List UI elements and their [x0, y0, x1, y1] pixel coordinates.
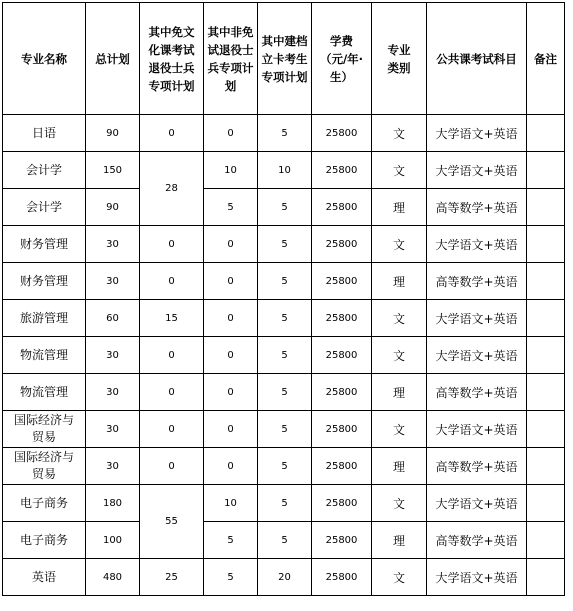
cell-total	[86, 300, 140, 337]
cell-nonfree	[204, 300, 258, 337]
cell-subjects	[427, 300, 527, 337]
cell-subjects	[427, 152, 527, 189]
cell-total-text: 30	[106, 460, 119, 472]
cell-card	[258, 374, 312, 411]
cell-card	[258, 485, 312, 522]
header-subjects: 公共课考试科目	[427, 3, 527, 115]
cell-free-text: 0	[168, 386, 175, 398]
cell-free	[140, 152, 204, 226]
cell-name	[3, 411, 86, 448]
cell-total	[86, 115, 140, 152]
cell-fee	[312, 263, 372, 300]
cell-subjects-text: 高等数学+英语	[435, 200, 518, 215]
cell-subjects	[427, 189, 527, 226]
cell-subjects-text: 大学语文+英语	[435, 311, 518, 326]
cell-nonfree-text: 0	[227, 423, 234, 435]
header-name: 专业名称	[3, 3, 86, 115]
cell-free-text: 0	[168, 349, 175, 361]
cell-card	[258, 152, 312, 189]
cell-card	[258, 337, 312, 374]
cell-free-text: 0	[168, 423, 175, 435]
cell-card	[258, 559, 312, 596]
cell-nonfree	[204, 485, 258, 522]
cell-subjects-text: 大学语文+英语	[435, 348, 518, 363]
cell-card-text: 5	[281, 386, 288, 398]
cell-fee-text: 25800	[325, 201, 358, 213]
cell-total	[86, 448, 140, 485]
cell-nonfree	[204, 374, 258, 411]
cell-category-text: 文	[392, 348, 405, 363]
cell-fee-text: 25800	[325, 534, 358, 546]
cell-free-text: 0	[168, 460, 175, 472]
cell-name-text: 电子商务	[19, 532, 68, 547]
cell-free-text: 25	[165, 571, 178, 583]
cell-category-text: 理	[392, 459, 405, 474]
cell-fee	[312, 485, 372, 522]
cell-free-text: 0	[168, 127, 175, 139]
cell-free	[140, 300, 204, 337]
cell-card	[258, 448, 312, 485]
cell-card-text: 5	[281, 534, 288, 546]
cell-fee-text: 25800	[325, 349, 358, 361]
cell-category	[372, 559, 427, 596]
cell-free-text: 15	[165, 312, 178, 324]
cell-card	[258, 189, 312, 226]
cell-total	[86, 485, 140, 522]
cell-name	[3, 263, 86, 300]
table-row	[3, 226, 565, 263]
cell-card	[258, 300, 312, 337]
cell-category	[372, 300, 427, 337]
cell-category	[372, 448, 427, 485]
cell-fee	[312, 226, 372, 263]
cell-note	[527, 559, 565, 596]
cell-free-text: 0	[168, 238, 175, 250]
cell-category-text: 文	[392, 237, 405, 252]
cell-category	[372, 263, 427, 300]
cell-category	[372, 226, 427, 263]
table-row	[3, 522, 565, 559]
cell-note	[527, 448, 565, 485]
cell-card-text: 20	[278, 571, 291, 583]
cell-nonfree	[204, 152, 258, 189]
cell-nonfree-text: 5	[227, 201, 234, 213]
cell-note	[527, 189, 565, 226]
cell-free	[140, 448, 204, 485]
cell-subjects	[427, 485, 527, 522]
cell-note	[527, 522, 565, 559]
cell-nonfree	[204, 559, 258, 596]
cell-name	[3, 559, 86, 596]
table-row	[3, 263, 565, 300]
cell-category-text: 理	[392, 533, 405, 548]
header-note: 备注	[527, 3, 565, 115]
cell-card	[258, 411, 312, 448]
cell-fee	[312, 115, 372, 152]
cell-category	[372, 152, 427, 189]
header-fee-text: 学费（元/年·生）	[319, 33, 364, 84]
cell-free	[140, 559, 204, 596]
header-fee	[312, 3, 372, 115]
cell-category	[372, 189, 427, 226]
cell-nonfree-text: 5	[227, 571, 234, 583]
cell-subjects	[427, 226, 527, 263]
cell-note	[527, 263, 565, 300]
cell-name-text: 日语	[31, 125, 56, 140]
cell-nonfree	[204, 448, 258, 485]
cell-name	[3, 337, 86, 374]
cell-name-text: 旅游管理	[19, 310, 68, 325]
header-total: 总计划	[86, 3, 140, 115]
cell-note	[527, 152, 565, 189]
header-nonfree	[204, 3, 258, 115]
cell-total	[86, 263, 140, 300]
cell-name-text: 会计学	[25, 162, 62, 177]
cell-fee	[312, 189, 372, 226]
cell-total-text: 30	[106, 349, 119, 361]
cell-name	[3, 115, 86, 152]
cell-name-text: 财务管理	[19, 236, 68, 251]
cell-category	[372, 115, 427, 152]
cell-subjects	[427, 374, 527, 411]
cell-free	[140, 115, 204, 152]
cell-nonfree-text: 5	[227, 534, 234, 546]
table-row	[3, 115, 565, 152]
cell-free-text: 0	[168, 275, 175, 287]
cell-total-text: 30	[106, 238, 119, 250]
cell-subjects-text: 大学语文+英语	[435, 570, 518, 585]
header-category	[372, 3, 427, 115]
cell-nonfree	[204, 411, 258, 448]
cell-free	[140, 374, 204, 411]
cell-total	[86, 411, 140, 448]
cell-note	[527, 226, 565, 263]
cell-total-text: 150	[102, 164, 123, 176]
cell-fee-text: 25800	[325, 275, 358, 287]
cell-subjects	[427, 337, 527, 374]
cell-nonfree-text: 0	[227, 349, 234, 361]
cell-fee	[312, 448, 372, 485]
cell-free	[140, 411, 204, 448]
cell-fee-text: 25800	[325, 497, 358, 509]
cell-name	[3, 522, 86, 559]
table-row	[3, 374, 565, 411]
cell-total-text: 480	[102, 571, 123, 583]
cell-note	[527, 115, 565, 152]
header-free-exam-text: 其中免文化课考试退役士兵专项计划	[148, 24, 195, 93]
cell-fee-text: 25800	[325, 460, 358, 472]
cell-fee-text: 25800	[325, 238, 358, 250]
cell-free	[140, 485, 204, 559]
cell-total	[86, 226, 140, 263]
table-row	[3, 411, 565, 448]
cell-card	[258, 226, 312, 263]
cell-card-text: 5	[281, 460, 288, 472]
cell-fee-text: 25800	[325, 386, 358, 398]
cell-card-text: 5	[281, 275, 288, 287]
cell-total	[86, 559, 140, 596]
cell-name-text: 英语	[31, 569, 56, 584]
cell-name	[3, 152, 86, 189]
cell-fee	[312, 411, 372, 448]
cell-card-text: 5	[281, 312, 288, 324]
cell-nonfree-text: 0	[227, 386, 234, 398]
cell-free	[140, 337, 204, 374]
cell-subjects-text: 大学语文+英语	[435, 237, 518, 252]
cell-name	[3, 448, 86, 485]
cell-total-text: 180	[102, 497, 123, 509]
cell-fee-text: 25800	[325, 127, 358, 139]
cell-subjects-text: 高等数学+英语	[435, 274, 518, 289]
table-row	[3, 485, 565, 522]
cell-nonfree-text: 10	[224, 164, 237, 176]
cell-total	[86, 152, 140, 189]
cell-nonfree-text: 0	[227, 275, 234, 287]
cell-subjects-text: 高等数学+英语	[435, 533, 518, 548]
cell-total-text: 30	[106, 275, 119, 287]
cell-total-text: 90	[106, 127, 119, 139]
cell-category-text: 理	[392, 385, 405, 400]
cell-card-text: 5	[281, 423, 288, 435]
cell-category	[372, 522, 427, 559]
cell-card	[258, 263, 312, 300]
cell-total	[86, 374, 140, 411]
cell-card-text: 5	[281, 201, 288, 213]
cell-free	[140, 226, 204, 263]
cell-fee	[312, 337, 372, 374]
cell-fee	[312, 374, 372, 411]
cell-category-text: 文	[392, 126, 405, 141]
table-body	[3, 115, 565, 596]
cell-card-text: 5	[281, 497, 288, 509]
cell-note	[527, 485, 565, 522]
cell-name-text: 电子商务	[19, 495, 68, 510]
cell-subjects	[427, 115, 527, 152]
cell-free-text: 55	[165, 516, 178, 527]
cell-name-text: 财务管理	[19, 273, 68, 288]
cell-total-text: 60	[106, 312, 119, 324]
cell-nonfree-text: 0	[227, 460, 234, 472]
table-row	[3, 189, 565, 226]
cell-card-text: 5	[281, 127, 288, 139]
cell-note	[527, 300, 565, 337]
cell-category-text: 文	[392, 570, 405, 585]
cell-nonfree-text: 0	[227, 312, 234, 324]
cell-subjects-text: 高等数学+英语	[435, 459, 518, 474]
cell-free-text: 28	[165, 183, 178, 194]
cell-category-text: 理	[392, 274, 405, 289]
cell-name-text: 国际经济与贸易	[13, 450, 74, 481]
cell-nonfree	[204, 226, 258, 263]
cell-nonfree	[204, 263, 258, 300]
cell-nonfree	[204, 337, 258, 374]
cell-card	[258, 522, 312, 559]
cell-subjects	[427, 263, 527, 300]
table-row	[3, 300, 565, 337]
cell-card	[258, 115, 312, 152]
cell-card-text: 10	[278, 164, 291, 176]
enrollment-plan-table	[2, 2, 565, 596]
cell-subjects-text: 大学语文+英语	[435, 422, 518, 437]
cell-nonfree	[204, 522, 258, 559]
cell-card-text: 5	[281, 238, 288, 250]
cell-fee	[312, 300, 372, 337]
cell-fee-text: 25800	[325, 312, 358, 324]
cell-subjects-text: 大学语文+英语	[435, 163, 518, 178]
cell-subjects-text: 高等数学+英语	[435, 385, 518, 400]
cell-total	[86, 337, 140, 374]
header-card	[258, 3, 312, 115]
cell-name	[3, 374, 86, 411]
cell-subjects	[427, 522, 527, 559]
cell-subjects	[427, 448, 527, 485]
header-row	[3, 3, 565, 115]
cell-name	[3, 485, 86, 522]
table-row	[3, 337, 565, 374]
cell-name	[3, 226, 86, 263]
cell-name-text: 物流管理	[19, 384, 68, 399]
cell-free	[140, 263, 204, 300]
cell-name	[3, 300, 86, 337]
cell-category-text: 文	[392, 422, 405, 437]
cell-fee-text: 25800	[325, 164, 358, 176]
cell-category-text: 理	[392, 200, 405, 215]
cell-category	[372, 374, 427, 411]
header-card-text: 其中建档立卡考生专项计划	[261, 33, 308, 84]
cell-note	[527, 337, 565, 374]
cell-category	[372, 411, 427, 448]
cell-nonfree-text: 0	[227, 238, 234, 250]
header-category-text: 专业类别	[387, 42, 411, 75]
cell-fee	[312, 559, 372, 596]
cell-total-text: 100	[102, 534, 123, 546]
cell-nonfree-text: 0	[227, 127, 234, 139]
cell-category	[372, 485, 427, 522]
header-nonfree-text: 其中非免试退役士兵专项计划	[207, 24, 254, 93]
cell-name-text: 国际经济与贸易	[13, 413, 74, 444]
cell-subjects-text: 大学语文+英语	[435, 496, 518, 511]
cell-nonfree	[204, 189, 258, 226]
cell-total-text: 90	[106, 201, 119, 213]
cell-subjects	[427, 559, 527, 596]
cell-nonfree-text: 10	[224, 497, 237, 509]
table-row	[3, 448, 565, 485]
cell-total-text: 30	[106, 423, 119, 435]
cell-nonfree	[204, 115, 258, 152]
cell-total	[86, 522, 140, 559]
cell-fee-text: 25800	[325, 423, 358, 435]
cell-subjects-text: 大学语文+英语	[435, 126, 518, 141]
cell-card-text: 5	[281, 349, 288, 361]
cell-category-text: 文	[392, 163, 405, 178]
cell-total	[86, 189, 140, 226]
cell-note	[527, 411, 565, 448]
cell-category-text: 文	[392, 311, 405, 326]
cell-name-text: 会计学	[25, 199, 62, 214]
cell-name-text: 物流管理	[19, 347, 68, 362]
cell-total-text: 30	[106, 386, 119, 398]
cell-fee	[312, 152, 372, 189]
table-row	[3, 559, 565, 596]
cell-name	[3, 189, 86, 226]
cell-note	[527, 374, 565, 411]
cell-fee	[312, 522, 372, 559]
cell-subjects	[427, 411, 527, 448]
cell-fee-text: 25800	[325, 571, 358, 583]
table-row	[3, 152, 565, 189]
cell-category-text: 文	[392, 496, 405, 511]
header-free-exam	[140, 3, 204, 115]
cell-category	[372, 337, 427, 374]
